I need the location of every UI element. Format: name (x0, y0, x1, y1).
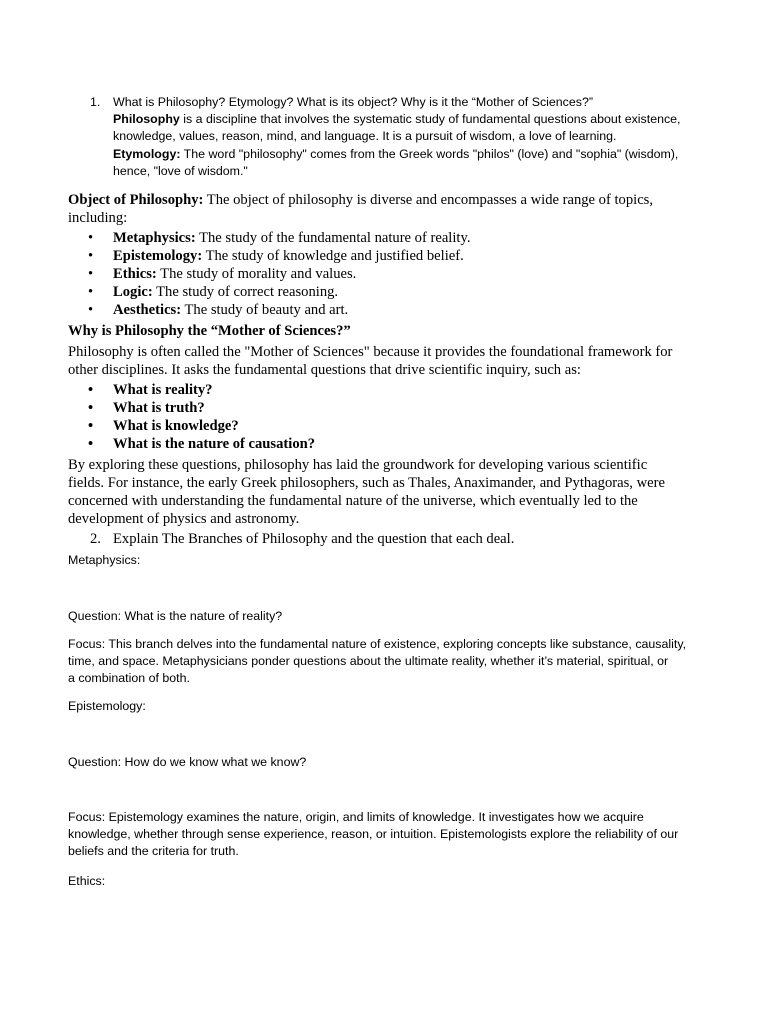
closing-paragraph-line-2: fields. For instance, the early Greek philosophers, such as Thales, Anaximander, and Pythagoras, were (68, 475, 665, 491)
question-1-heading: What is Philosophy? Etymology? What is its object? Why is it the “Mother of Sciences?” (113, 95, 593, 109)
object-paragraph-line-2: including: (68, 210, 128, 226)
object-paragraph-line-1: Object of Philosophy: The object of philosophy is diverse and encompasses a wide range of topics, (68, 192, 653, 208)
question-2-heading: Explain The Branches of Philosophy and the question that each deal. (113, 531, 515, 547)
closing-paragraph-line-1: By exploring these questions, philosophy has laid the groundwork for developing various scientific (68, 457, 648, 473)
epistemology-question: Question: How do we know what we know? (68, 755, 307, 769)
mother-paragraph-line-1: Philosophy is often called the "Mother of Sciences" because it provides the foundational framework for (68, 344, 673, 360)
etymology-term: Etymology: (113, 147, 181, 161)
list-number-1: 1. (90, 95, 101, 109)
list-item: • Metaphysics: The study of the fundamental nature of reality. (68, 229, 470, 247)
list-item: • What is knowledge? (68, 417, 315, 435)
closing-paragraph-line-3: concerned with understanding the fundamental nature of the universe, which eventually led to the (68, 493, 638, 509)
metaphysics-question: Question: What is the nature of reality? (68, 609, 283, 623)
metaphysics-focus-line-3: a combination of both. (68, 671, 190, 685)
philosophy-definition-line-1: Philosophy is a discipline that involves the systematic study of fundamental questions about existence, (113, 112, 681, 126)
epistemology-focus-line-2: knowledge, whether through sense experience, reason, or intuition. Epistemologists explore the reliability of our (68, 827, 679, 841)
philosophy-definition-line-2: knowledge, values, reason, mind, and language. It is a pursuit of wisdom, a love of learning. (113, 129, 617, 143)
mother-of-sciences-heading: Why is Philosophy the “Mother of Sciences?” (68, 323, 351, 339)
metaphysics-focus-line-2: time, and space. Metaphysicians ponder questions about the ultimate reality, whether it’s material, spiritual, or (68, 654, 669, 668)
object-topics-list (68, 229, 470, 319)
epistemology-focus-line-3: beliefs and the criteria for truth. (68, 844, 239, 858)
fundamental-questions-list (68, 381, 315, 453)
list-item: • What is truth? (68, 399, 315, 417)
metaphysics-label: Metaphysics: (68, 553, 141, 567)
epistemology-focus-line-1: Focus: Epistemology examines the nature, origin, and limits of knowledge. It investigates how we acquire (68, 810, 644, 824)
epistemology-label: Epistemology: (68, 699, 146, 713)
ethics-label: Ethics: (68, 874, 106, 888)
etymology-line-2: hence, "love of wisdom." (113, 164, 248, 178)
closing-paragraph-line-4: development of physics and astronomy. (68, 511, 300, 527)
philosophy-term: Philosophy (113, 112, 180, 126)
object-term: Object of Philosophy: (68, 192, 204, 208)
list-item: • What is reality? (68, 381, 315, 399)
etymology-line-1: Etymology: The word "philosophy" comes from the Greek words "philos" (love) and "sophia" (wisdom), (113, 147, 679, 161)
list-item: • Ethics: The study of morality and values. (68, 265, 470, 283)
list-number-2: 2. (90, 531, 101, 547)
metaphysics-focus-line-1: Focus: This branch delves into the fundamental nature of existence, exploring concepts like substance, causality, (68, 637, 687, 651)
mother-paragraph-line-2: other disciplines. It asks the fundamental questions that drive scientific inquiry, such as: (68, 362, 581, 378)
list-item: • Logic: The study of correct reasoning. (68, 283, 470, 301)
list-item: • What is the nature of causation? (68, 435, 315, 453)
list-item: • Epistemology: The study of knowledge and justified belief. (68, 247, 470, 265)
list-item: • Aesthetics: The study of beauty and art. (68, 301, 470, 319)
